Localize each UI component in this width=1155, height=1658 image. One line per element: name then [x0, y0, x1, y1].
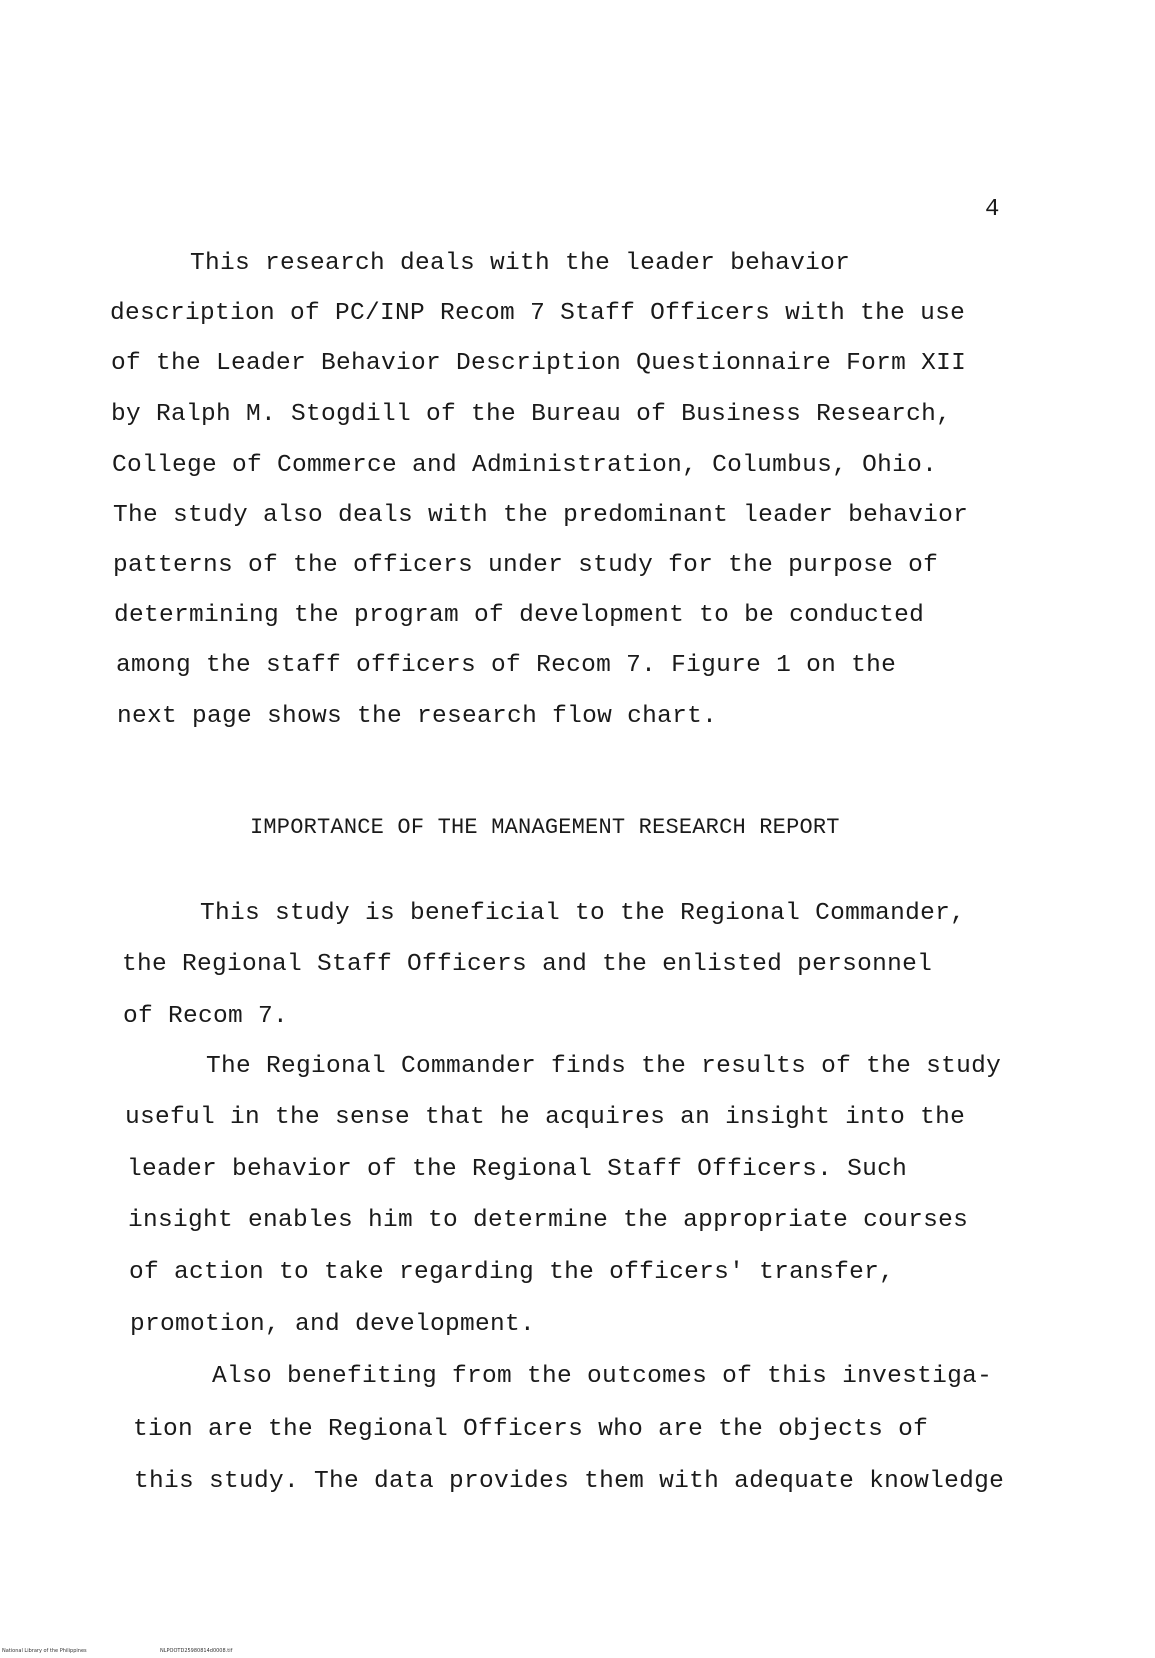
paragraph-3-line-1: The Regional Commander finds the results of the study	[206, 1053, 1002, 1080]
paragraph-1-line-4: by Ralph M. Stogdill of the Bureau of Business Research,	[111, 401, 952, 428]
paragraph-3-line-3: leader behavior of the Regional Staff Officers. Such	[127, 1156, 908, 1183]
paragraph-1-line-2: description of PC/INP Recom 7 Staff Officers with the use	[110, 300, 966, 327]
paragraph-3-line-6: promotion, and development.	[130, 1311, 536, 1338]
paragraph-1-line-3: of the Leader Behavior Description Questionnaire Form XII	[111, 350, 967, 377]
paragraph-4-line-2: tion are the Regional Officers who are the objects of	[133, 1416, 929, 1443]
paragraph-1-line-8: determining the program of development to be conducted	[114, 602, 925, 629]
paragraph-1-line-9: among the staff officers of Recom 7. Figure 1 on the	[116, 652, 897, 679]
paragraph-2-line-1: This study is beneficial to the Regional Commander,	[200, 900, 966, 927]
paragraph-4-line-3: this study. The data provides them with adequate knowledge	[134, 1468, 1005, 1495]
paragraph-3-line-4: insight enables him to determine the appropriate courses	[128, 1207, 969, 1234]
paragraph-2-line-3: of Recom 7.	[123, 1003, 289, 1030]
page-number: 4	[985, 196, 1000, 223]
paragraph-1-line-7: patterns of the officers under study for the purpose of	[113, 552, 939, 579]
paragraph-1-line-5: College of Commerce and Administration, Columbus, Ohio.	[112, 452, 938, 479]
paragraph-3-line-2: useful in the sense that he acquires an insight into the	[125, 1104, 966, 1131]
footer-library: National Library of the Philippines	[2, 1648, 87, 1654]
footer-code: NLPOOTD25980814d0008.tif	[160, 1648, 233, 1654]
paragraph-1-line-1: This research deals with the leader behavior	[190, 250, 851, 277]
paragraph-3-line-5: of action to take regarding the officers' transfer,	[129, 1259, 895, 1286]
paragraph-1-line-10: next page shows the research flow chart.	[117, 703, 718, 730]
paragraph-1-line-6: The study also deals with the predominant leader behavior	[113, 502, 969, 529]
paragraph-2-line-2: the Regional Staff Officers and the enlisted personnel	[122, 951, 933, 978]
paragraph-4-line-1: Also benefiting from the outcomes of this investiga-	[212, 1363, 993, 1390]
section-heading: IMPORTANCE OF THE MANAGEMENT RESEARCH REPORT	[250, 815, 840, 840]
